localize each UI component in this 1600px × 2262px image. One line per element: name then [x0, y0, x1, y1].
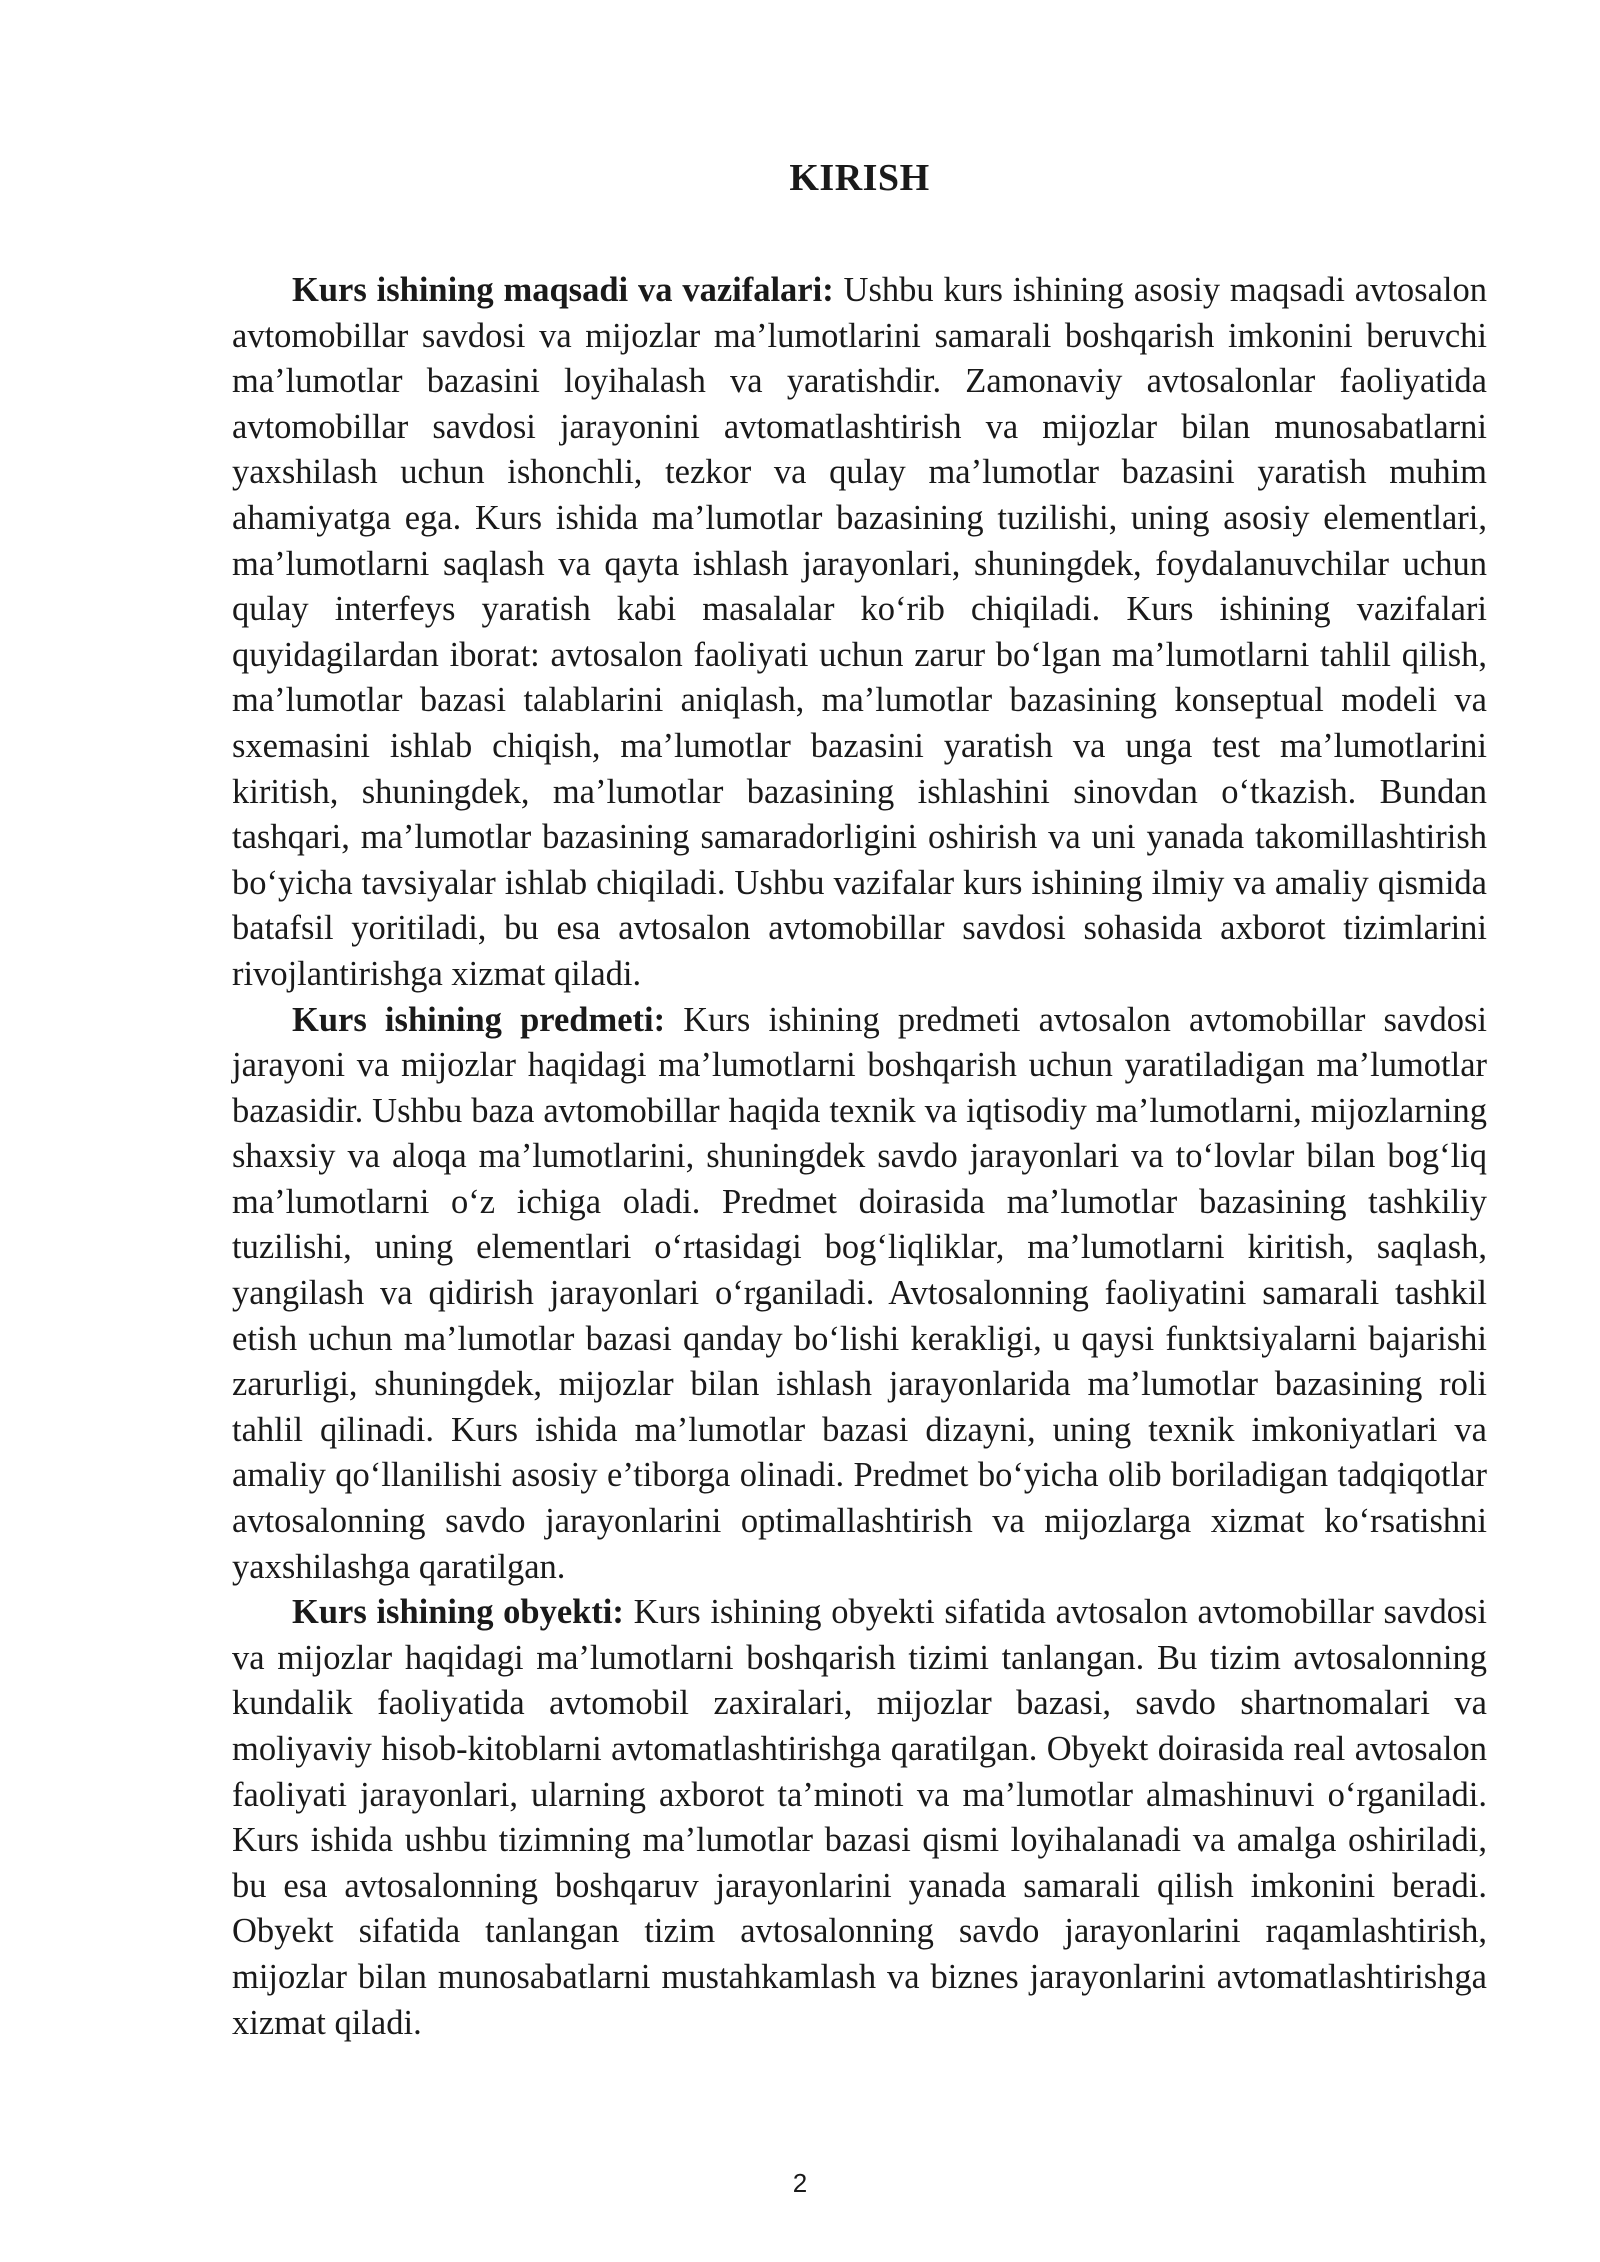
- section-subject-heading: Kurs ishining predmeti:: [292, 1000, 666, 1039]
- page-title: KIRISH: [789, 157, 930, 199]
- section-object-paragraph: [232, 1590, 1487, 2046]
- section-subject-paragraph: [232, 998, 1487, 1591]
- section-object-text: Kurs ishining obyekti sifatida avtosalon avtomobillar savdosi va mijozlar haqidagi ma’lumotlarni boshqarish tizimi tanlangan. Bu tizim avtosalonning kundalik faoliyatida avtomobil zaxiralari, mijozlar bazasi, savdo shartnomalari va moliyaviy hisob-kitoblarni avtomatlashtirishga qaratilgan. Obyekt doirasida real avtosalon faoliyati jarayonlari, ularning axborot ta’minoti va ma’lumotlar almashinuvi o‘rganiladi. Kurs ishida ushbu tizimning ma’lumotlar bazasi qismi loyihalanadi va amalga oshiriladi, bu esa avtosalonning boshqaruv jarayonlarini yanada samarali qilish imkonini beradi. Obyekt sifatida tanlangan tizim avtosalonning savdo jarayonlarini raqamlashtirish, mijozlar bilan munosabatlarni mustahkamlash va biznes jarayonlarini avtomatlashtirishga xizmat qiladi.: [232, 1593, 1487, 2042]
- section-goals-heading: Kurs ishining maqsadi va vazifalari:: [292, 271, 834, 309]
- page-number: 2: [792, 2168, 808, 2198]
- section-goals-text: Ushbu kurs ishining asosiy maqsadi avtosalon avtomobillar savdosi va mijozlar ma’lumotlarini samarali boshqarish imkonini beruvchi ma’lumotlar bazasini loyihalash va yaratishdir. Zamonaviy avtosalonlar faoliyatida avtomobillar savdosi jarayonini avtomatlashtirish va mijozlar bilan munosabatlarni yaxshilash uchun ishonchli, tezkor va qulay ma’lumotlar bazasini yaratish muhim ahamiyatga ega. Kurs ishida ma’lumotlar bazasining tuzilishi, uning asosiy elementlari, ma’lumotlarni saqlash va qayta ishlash jarayonlari, shuningdek, foydalanuvchilar uchun qulay interfeys yaratish kabi masalalar ko‘rib chiqiladi. Kurs ishining vazifalari quyidagilardan iborat: avtosalon faoliyati uchun zarur bo‘lgan ma’lumotlarni tahlil qilish, ma’lumotlar bazasi talablarini aniqlash, ma’lumotlar bazasining konseptual modeli va sxemasini ishlab chiqish, ma’lumotlar bazasini yaratish va unga test ma’lumotlarini kiritish, shuningdek, ma’lumotlar bazasining ishlashini sinovdan o‘tkazish. Bundan tashqari, ma’lumotlar bazasining samaradorligini oshirish va uni yanada takomillashtirish bo‘yicha tavsiyalar ishlab chiqiladi. Ushbu vazifalar kurs ishining ilmiy va amaliy qismida batafsil yoritiladi, bu esa avtosalon avtomobillar savdosi sohasida axborot tizimlarini rivojlantirishga xizmat qiladi.: [232, 271, 1487, 993]
- section-subject-text: Kurs ishining predmeti avtosalon avtomobillar savdosi jarayoni va mijozlar haqidagi ma’lumotlarni boshqarish uchun yaratiladigan ma’lumotlar bazasidir. Ushbu baza avtomobillar haqida texnik va iqtisodiy ma’lumotlarni, mijozlarning shaxsiy va aloqa ma’lumotlarini, shuningdek savdo jarayonlari va to‘lovlar bilan bog‘liq ma’lumotlarni o‘z ichiga oladi. Predmet doirasida ma’lumotlar bazasining tashkiliy tuzilishi, uning elementlari o‘rtasidagi bog‘liqliklar, ma’lumotlarni kiritish, saqlash, yangilash va qidirish jarayonlari o‘rganiladi. Avtosalonning faoliyatini samarali tashkil etish uchun ma’lumotlar bazasi qanday bo‘lishi kerakligi, u qaysi funktsiyalarni bajarishi zarurligi, shuningdek, mijozlar bilan ishlash jarayonlarida ma’lumotlar bazasining roli tahlil qilinadi. Kurs ishida ma’lumotlar bazasi dizayni, uning texnik imkoniyatlari va amaliy qo‘llanilishi asosiy e’tiborga olinadi. Predmet bo‘yicha olib boriladigan tadqiqotlar avtosalonning savdo jarayonlarini optimallashtirish va mijozlarga xizmat ko‘rsatishni yaxshilashga qaratilgan.: [232, 1000, 1487, 1586]
- section-object-heading: Kurs ishining obyekti:: [292, 1593, 624, 1632]
- section-goals-paragraph: [232, 268, 1487, 998]
- page-content: [232, 150, 1487, 2046]
